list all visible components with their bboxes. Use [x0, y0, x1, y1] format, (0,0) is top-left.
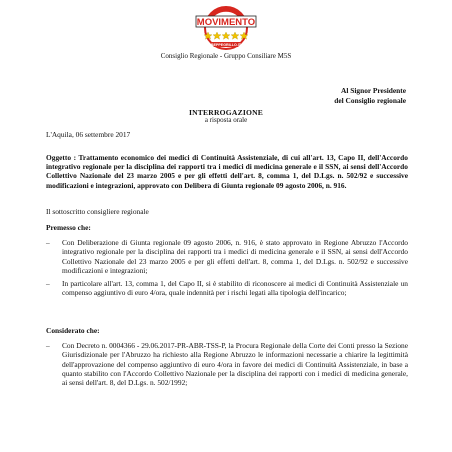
premesso-item-text: In particolare all'art. 13, comma 1, del Capo II, si è stabilito di riconoscere ai medici di Continuità Assistenziale un compenso aggiuntivo di euro 4/ora, quale indennità per i rischi legati alla tipologia dell'incarico; [62, 279, 408, 298]
list-item [46, 238, 408, 275]
logo-url: BEPPEGRILLO.IT [211, 43, 241, 47]
place-date: L'Aquila, 06 settembre 2017 [46, 130, 131, 139]
addressee-line-2: del Consiglio regionale [334, 95, 406, 105]
premesso-item-text: Con Deliberazione di Giunta regionale 09 agosto 2006, n. 916, è stato approvato in Regione Abruzzo l'Accordo integrativo regionale per la disciplina dei rapporti tra i medici di medicina generale e il SSN, ai sensi dell'Accordo Collettivo Nazionale del 23 marzo 2005 e per gli effetti dell'art. 8, comma 1, del D.Lgs. n. 502/92 e successive modificazioni e integrazioni; [62, 238, 408, 275]
addressee-block [334, 86, 406, 105]
considerato-heading: Considerato che: [46, 326, 100, 335]
considerato-section [46, 326, 408, 391]
document-subtitle: a risposta orale [204, 116, 248, 124]
considerato-list [46, 341, 408, 387]
premesso-section [46, 223, 408, 301]
considerato-item-text: Con Decreto n. 0004366 - 29.06.2017-PR-ABR-TSS-P, la Procura Regionale della Corte dei Conti presso la Sezione Giurisdizionale per l'Abruzzo ha richiesto alla Regione Abruzzo le informazioni necessarie a chiarire la legittimità dell'approvazione del compenso aggiuntivo di euro 4/ora in favore dei medici di Continuità Assistenziale, in base a quanto stabilito con l'Accordo Collettivo Nazionale per la disciplina dei rapporti con i medici di medicina generale, ai sensi dell'art. 8, del D.Lgs. n. 502/1992; [62, 341, 408, 388]
dash-bullet: – [46, 341, 50, 351]
dash-bullet: – [46, 279, 50, 289]
premesso-heading: Premesso che: [46, 223, 91, 232]
group-subtitle: Consiglio Regionale - Gruppo Consiliare M5S [160, 52, 292, 60]
signer-line: Il sottoscritto consigliere regionale [46, 207, 149, 216]
premesso-list [46, 238, 408, 297]
list-item [46, 279, 408, 297]
subject-paragraph: Oggetto : Trattamento economico dei medici di Continuità Assistenziale, di cui all'art. 13, Capo II, dell'Accordo integrativo regionale per la disciplina dei rapporti tra i medici di medicina generale e il SSN, ai sensi dell'Accordo Collettivo Nazionale del 23 marzo 2005 e per gli effetti dell'art. 8, comma 1, del D.Lgs. n. 502/92 e successive modificazioni e integrazioni, approvato con Delibera di Giunta regionale 09 agosto 2006, n. 916. [46, 153, 408, 190]
dash-bullet: – [46, 238, 50, 248]
logo-word: MOVIMENTO [196, 17, 256, 28]
movimento-5-stelle-logo-icon [192, 3, 260, 51]
list-item [46, 341, 408, 387]
addressee-line-1: Al Signor Presidente [340, 86, 406, 95]
document-title: INTERROGAZIONE [188, 108, 264, 117]
